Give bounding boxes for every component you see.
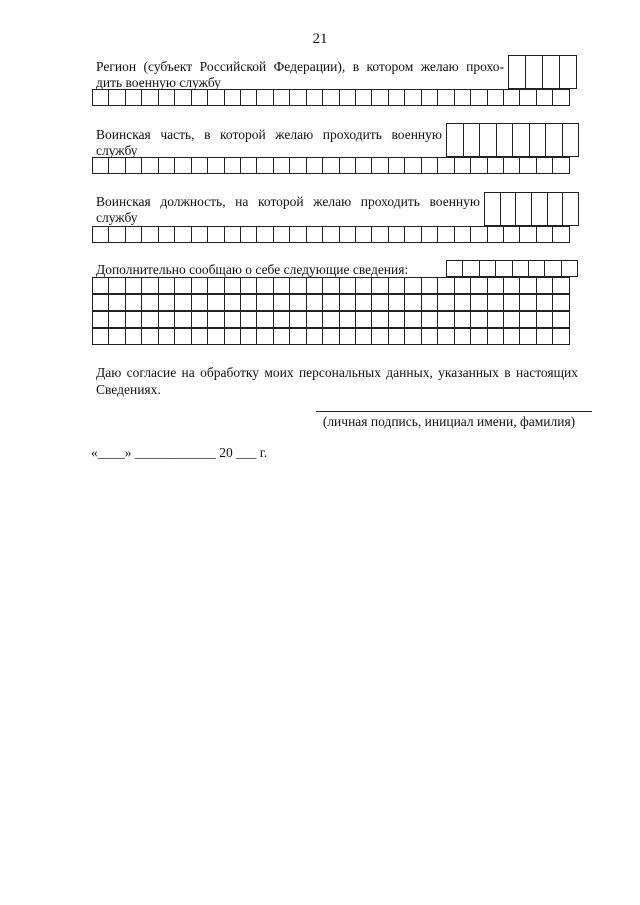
input-cell[interactable] [537,294,553,311]
input-cell[interactable] [553,226,569,243]
input-cell[interactable] [126,294,142,311]
additional-cells-row-2[interactable] [92,294,570,311]
input-cell[interactable] [488,311,504,328]
input-cell[interactable] [504,157,520,174]
additional-cells-row-1[interactable] [92,277,570,294]
input-cell[interactable] [520,277,536,294]
input-cell[interactable] [372,277,388,294]
input-cell[interactable] [159,89,175,106]
input-cell[interactable] [463,260,479,277]
input-cell[interactable] [274,89,290,106]
input-cell[interactable] [356,328,372,345]
input-cell[interactable] [323,311,339,328]
input-cell[interactable] [290,157,306,174]
consent-line1: Даю согласие на обработку моих персональных данных, указанных в настоящих [96,365,578,380]
input-cell[interactable] [405,277,421,294]
input-cell[interactable] [537,311,553,328]
region-cells-bottom[interactable] [92,89,570,106]
input-cell[interactable] [405,311,421,328]
input-cell[interactable] [356,294,372,311]
input-cell[interactable] [389,294,405,311]
input-cell[interactable] [225,89,241,106]
input-cell[interactable] [225,277,241,294]
input-cell[interactable] [504,226,520,243]
input-cell[interactable] [257,89,273,106]
input-cell[interactable] [142,89,158,106]
input-cell[interactable] [241,226,257,243]
input-cell[interactable] [192,311,208,328]
input-cell[interactable] [290,89,306,106]
input-cell[interactable] [553,89,569,106]
input-cell[interactable] [455,277,471,294]
input-cell[interactable] [175,157,191,174]
position-label-line1: Воинская должность, на которой желаю проходить военную [96,194,480,209]
input-cell[interactable] [563,123,580,157]
input-cell[interactable] [513,260,529,277]
input-cell[interactable] [192,328,208,345]
input-cell[interactable] [93,294,109,311]
input-cell[interactable] [471,294,487,311]
input-cell[interactable] [422,277,438,294]
input-cell[interactable] [208,311,224,328]
input-cell[interactable] [109,294,125,311]
input-cell[interactable] [372,294,388,311]
input-cell[interactable] [389,328,405,345]
input-cell[interactable] [389,89,405,106]
input-cell[interactable] [405,226,421,243]
signature-caption: (личная подпись, инициал имени, фамилия) [322,414,576,429]
input-cell[interactable] [257,277,273,294]
input-cell[interactable] [372,328,388,345]
input-cell[interactable] [225,226,241,243]
input-cell[interactable] [192,157,208,174]
input-cell[interactable] [455,311,471,328]
input-cell[interactable] [537,89,553,106]
unit-cells-bottom[interactable] [92,157,570,174]
input-cell[interactable] [340,226,356,243]
region-label-line2: дить военную службу [96,75,221,90]
input-cell[interactable] [497,123,514,157]
input-cell[interactable] [159,277,175,294]
input-cell[interactable] [340,328,356,345]
input-cell[interactable] [520,311,536,328]
input-cell[interactable] [257,328,273,345]
input-cell[interactable] [274,226,290,243]
input-cell[interactable] [389,226,405,243]
input-cell[interactable] [553,294,569,311]
input-cell[interactable] [504,294,520,311]
input-cell[interactable] [192,294,208,311]
input-cell[interactable] [504,89,520,106]
input-cell[interactable] [532,192,548,226]
input-cell[interactable] [422,89,438,106]
input-cell[interactable] [438,294,454,311]
input-cell[interactable] [142,328,158,345]
input-cell[interactable] [340,157,356,174]
input-cell[interactable] [543,55,560,89]
input-cell[interactable] [175,311,191,328]
input-cell[interactable] [159,294,175,311]
input-cell[interactable] [290,277,306,294]
input-cell[interactable] [553,311,569,328]
input-cell[interactable] [323,294,339,311]
input-cell[interactable] [307,311,323,328]
input-cell[interactable] [537,157,553,174]
input-cell[interactable] [159,157,175,174]
input-cell[interactable] [323,328,339,345]
input-cell[interactable] [405,157,421,174]
date-line[interactable]: «____» ____________ 20 ___ г. [91,445,268,460]
input-cell[interactable] [225,157,241,174]
input-cell[interactable] [562,260,578,277]
input-cell[interactable] [546,123,563,157]
input-cell[interactable] [438,226,454,243]
input-cell[interactable] [175,294,191,311]
input-cell[interactable] [109,226,125,243]
input-cell[interactable] [520,89,536,106]
input-cell[interactable] [464,123,481,157]
input-cell[interactable] [488,277,504,294]
input-cell[interactable] [553,157,569,174]
input-cell[interactable] [323,89,339,106]
unit-label-line1: Воинская часть, в которой желаю проходить военную [96,127,442,142]
input-cell[interactable] [126,277,142,294]
input-cell[interactable] [257,157,273,174]
input-cell[interactable] [501,192,517,226]
input-cell[interactable] [274,277,290,294]
unit-label-line2: службу [96,143,138,158]
input-cell[interactable] [307,226,323,243]
input-cell[interactable] [142,294,158,311]
input-cell[interactable] [307,277,323,294]
input-cell[interactable] [126,226,142,243]
input-cell[interactable] [356,89,372,106]
input-cell[interactable] [340,89,356,106]
input-cell[interactable] [175,328,191,345]
input-cell[interactable] [471,157,487,174]
input-cell[interactable] [208,328,224,345]
input-cell[interactable] [488,157,504,174]
input-cell[interactable] [471,226,487,243]
input-cell[interactable] [545,260,561,277]
additional-cells-top[interactable] [446,260,578,277]
input-cell[interactable] [488,226,504,243]
consent-text [96,364,578,398]
input-cell[interactable] [290,226,306,243]
input-cell[interactable] [290,294,306,311]
input-cell[interactable] [175,226,191,243]
input-cell[interactable] [529,260,545,277]
input-cell[interactable] [225,328,241,345]
input-cell[interactable] [307,328,323,345]
input-cell[interactable] [537,226,553,243]
input-cell[interactable] [274,311,290,328]
input-cell[interactable] [455,89,471,106]
input-cell[interactable] [323,157,339,174]
input-cell[interactable] [389,277,405,294]
input-cell[interactable] [516,192,532,226]
input-cell[interactable] [422,226,438,243]
additional-cells-row-4[interactable] [92,328,570,345]
signature-line[interactable] [316,411,592,412]
input-cell[interactable] [504,277,520,294]
input-cell[interactable] [422,311,438,328]
input-cell[interactable] [438,89,454,106]
input-cell[interactable] [257,294,273,311]
input-cell[interactable] [307,294,323,311]
input-cell[interactable] [126,157,142,174]
input-cell[interactable] [340,311,356,328]
input-cell[interactable] [93,311,109,328]
input-cell[interactable] [241,311,257,328]
input-cell[interactable] [241,89,257,106]
input-cell[interactable] [208,89,224,106]
input-cell[interactable] [142,311,158,328]
input-cell[interactable] [126,328,142,345]
input-cell[interactable] [560,55,577,89]
input-cell[interactable] [241,277,257,294]
input-cell[interactable] [480,123,497,157]
input-cell[interactable] [422,328,438,345]
input-cell[interactable] [356,226,372,243]
input-cell[interactable] [323,277,339,294]
input-cell[interactable] [257,226,273,243]
input-cell[interactable] [142,157,158,174]
input-cell[interactable] [488,294,504,311]
additional-info-label: Дополнительно сообщаю о себе следующие сведения: [96,262,409,277]
input-cell[interactable] [93,328,109,345]
position-cells-bottom[interactable] [92,226,570,243]
input-cell[interactable] [455,328,471,345]
input-cell[interactable] [142,277,158,294]
input-cell[interactable] [109,311,125,328]
input-cell[interactable] [520,294,536,311]
input-cell[interactable] [208,294,224,311]
input-cell[interactable] [340,294,356,311]
input-cell[interactable] [356,311,372,328]
input-cell[interactable] [389,311,405,328]
unit-cells-top[interactable] [446,123,579,157]
input-cell[interactable] [438,311,454,328]
input-cell[interactable] [340,277,356,294]
input-cell[interactable] [274,294,290,311]
input-cell[interactable] [356,157,372,174]
input-cell[interactable] [471,277,487,294]
page-number: 21 [312,31,328,47]
input-cell[interactable] [422,294,438,311]
input-cell[interactable] [159,226,175,243]
input-cell[interactable] [142,226,158,243]
input-cell[interactable] [175,277,191,294]
input-cell[interactable] [520,328,536,345]
input-cell[interactable] [520,157,536,174]
input-cell[interactable] [241,328,257,345]
input-cell[interactable] [504,311,520,328]
input-cell[interactable] [438,277,454,294]
position-cells-top[interactable] [484,192,579,226]
input-cell[interactable] [513,123,530,157]
input-cell[interactable] [93,226,109,243]
input-cell[interactable] [192,277,208,294]
input-cell[interactable] [405,294,421,311]
input-cell[interactable] [307,89,323,106]
input-cell[interactable] [109,157,125,174]
input-cell[interactable] [471,328,487,345]
input-cell[interactable] [496,260,512,277]
input-cell[interactable] [175,89,191,106]
input-cell[interactable] [548,192,564,226]
input-cell[interactable] [422,157,438,174]
input-cell[interactable] [553,328,569,345]
input-cell[interactable] [109,89,125,106]
input-cell[interactable] [109,277,125,294]
input-cell[interactable] [405,89,421,106]
additional-cells-row-3[interactable] [92,311,570,328]
input-cell[interactable] [530,123,547,157]
input-cell[interactable] [290,328,306,345]
input-cell[interactable] [307,157,323,174]
consent-line2: Сведениях. [96,382,161,397]
position-label-line2: службу [96,210,138,225]
input-cell[interactable] [126,311,142,328]
input-cell[interactable] [537,328,553,345]
input-cell[interactable] [208,226,224,243]
input-cell[interactable] [159,328,175,345]
input-cell[interactable] [241,294,257,311]
input-cell[interactable] [405,328,421,345]
input-cell[interactable] [372,311,388,328]
input-cell[interactable] [372,89,388,106]
input-cell[interactable] [93,277,109,294]
input-cell[interactable] [471,311,487,328]
input-cell[interactable] [93,157,109,174]
input-cell[interactable] [480,260,496,277]
input-cell[interactable] [455,294,471,311]
input-cell[interactable] [553,277,569,294]
input-cell[interactable] [504,328,520,345]
input-cell[interactable] [126,89,142,106]
input-cell[interactable] [192,226,208,243]
input-cell[interactable] [208,157,224,174]
input-cell[interactable] [159,311,175,328]
input-cell[interactable] [208,277,224,294]
input-cell[interactable] [438,328,454,345]
input-cell[interactable] [471,89,487,106]
input-cell[interactable] [488,89,504,106]
input-cell[interactable] [455,157,471,174]
input-cell[interactable] [257,311,273,328]
input-cell[interactable] [488,328,504,345]
input-cell[interactable] [447,260,463,277]
input-cell[interactable] [274,328,290,345]
input-cell[interactable] [438,157,454,174]
input-cell[interactable] [389,157,405,174]
input-cell[interactable] [241,157,257,174]
input-cell[interactable] [563,192,579,226]
input-cell[interactable] [225,294,241,311]
input-cell[interactable] [372,157,388,174]
input-cell[interactable] [372,226,388,243]
input-cell[interactable] [274,157,290,174]
input-cell[interactable] [290,311,306,328]
input-cell[interactable] [520,226,536,243]
input-cell[interactable] [192,89,208,106]
input-cell[interactable] [485,192,501,226]
input-cell[interactable] [455,226,471,243]
region-label-line1: Регион (субъект Российской Федерации), в котором желаю прохо- [96,59,504,74]
input-cell[interactable] [93,89,109,106]
input-cell[interactable] [537,277,553,294]
region-cells-top[interactable] [508,55,577,89]
input-cell[interactable] [509,55,526,89]
input-cell[interactable] [225,311,241,328]
input-cell[interactable] [526,55,543,89]
input-cell[interactable] [447,123,464,157]
input-cell[interactable] [323,226,339,243]
input-cell[interactable] [109,328,125,345]
input-cell[interactable] [356,277,372,294]
